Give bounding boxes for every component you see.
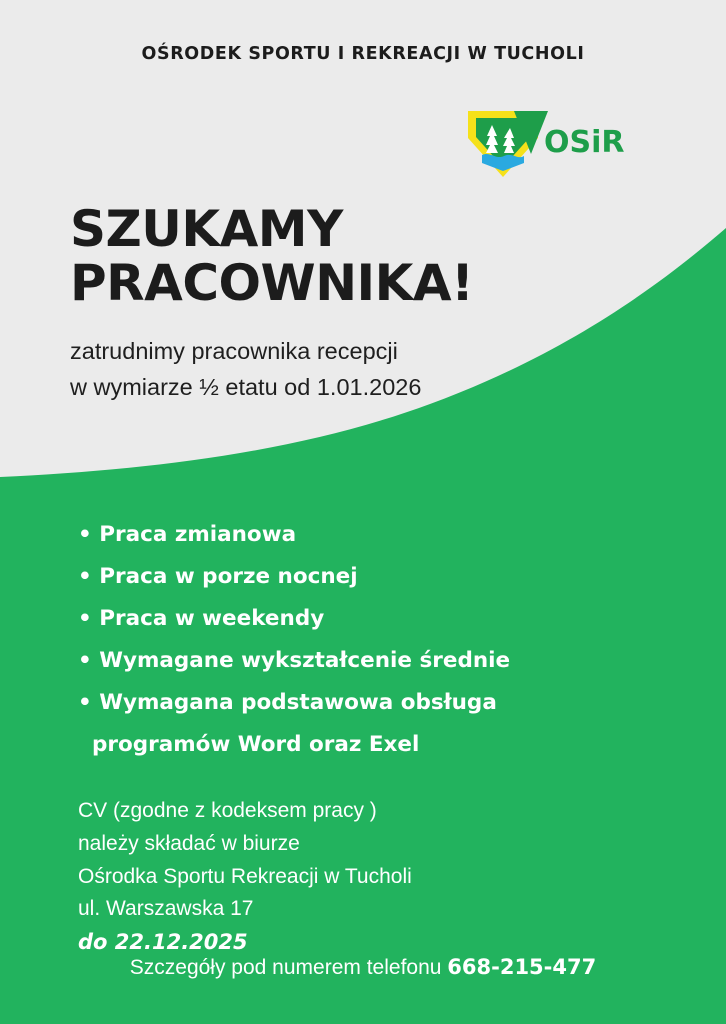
- svg-text:OSiR: OSiR: [544, 125, 624, 160]
- subheadline-line-1: zatrudnimy pracownika recepcji: [70, 338, 398, 364]
- page-title: [70, 202, 473, 310]
- apply-address: ul. Warszawska 17: [78, 897, 254, 921]
- list-item: • Praca w porze nocnej: [78, 563, 358, 589]
- list-item: • Praca w weekendy: [78, 605, 325, 631]
- list-item: • Wymagana podstawowa obsługa: [78, 689, 497, 715]
- headline-line-2: PRACOWNIKA!: [70, 254, 474, 312]
- application-instructions: [78, 795, 412, 960]
- requirements-list: [78, 514, 510, 766]
- organization-title: OŚRODEK SPORTU I REKREACJI W TUCHOLI: [141, 44, 585, 64]
- subheadline-line-2: w wymiarze ½ etatu od 1.01.2026: [70, 374, 422, 401]
- osir-logo: [462, 108, 624, 180]
- apply-deadline: do 22.12.2025: [78, 930, 248, 954]
- contact-label: Szczegóły pod numerem telefonu: [129, 956, 448, 979]
- contact-line: [0, 955, 726, 980]
- apply-line-4: [78, 893, 412, 960]
- apply-line-3: Ośrodka Sportu Rekreacji w Tucholi: [78, 864, 412, 888]
- subheadline: [70, 333, 421, 406]
- osir-logo-icon: [462, 108, 624, 180]
- list-item-continuation: programów Word oraz Exel: [92, 731, 420, 757]
- contact-phone-number: 668-215-477: [447, 955, 597, 979]
- apply-line-1: CV (zgodne z kodeksem pracy ): [78, 799, 377, 822]
- list-item: • Praca zmianowa: [78, 522, 297, 547]
- list-item: • Wymagane wykształcenie średnie: [78, 647, 511, 673]
- apply-line-2: należy składać w biurze: [78, 831, 300, 855]
- headline-line-1: SZUKAMY: [70, 200, 343, 258]
